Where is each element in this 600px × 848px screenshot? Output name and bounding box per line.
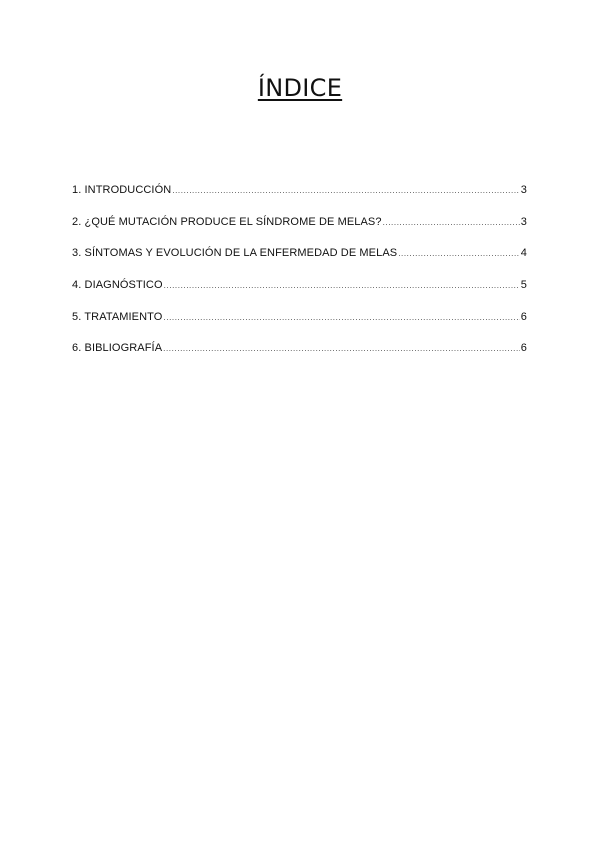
toc-dot-leader (164, 281, 520, 290)
table-of-contents (72, 184, 527, 374)
toc-dot-leader (398, 249, 520, 258)
toc-entry-sintomas[interactable] (72, 247, 527, 263)
toc-entry-label: 6. BIBLIOGRAFÍA (72, 342, 163, 355)
toc-entry-bibliografia[interactable] (72, 342, 527, 358)
toc-entry-page-number: 6 (520, 342, 527, 355)
toc-entry-introduccion[interactable] (72, 184, 527, 200)
toc-entry-tratamiento[interactable] (72, 311, 527, 327)
toc-entry-page-number: 5 (520, 279, 527, 292)
toc-entry-label: 1. INTRODUCCIÓN (72, 184, 172, 196)
toc-entry-page-number: 3 (520, 184, 527, 196)
toc-entry-label: 5. TRATAMIENTO (72, 310, 163, 323)
toc-entry-label: 2. ¿QUÉ MUTACIÓN PRODUCE EL SÍNDROME DE MELAS? (72, 215, 382, 228)
toc-dot-leader (172, 186, 520, 195)
toc-entry-page-number: 6 (520, 310, 527, 323)
toc-entry-mutacion[interactable] (72, 216, 527, 232)
toc-dot-leader (163, 313, 519, 322)
toc-dot-leader (163, 344, 520, 353)
page-title: ÍNDICE (257, 74, 343, 102)
toc-entry-page-number: 3 (520, 215, 527, 228)
toc-entry-label: 4. DIAGNÓSTICO (72, 279, 163, 292)
toc-entry-page-number: 4 (520, 247, 527, 260)
toc-dot-leader (383, 218, 520, 227)
toc-entry-label: 3. SÍNTOMAS Y EVOLUCIÓN DE LA ENFERMEDAD DE MELAS (72, 247, 398, 260)
toc-entry-diagnostico[interactable] (72, 279, 527, 295)
